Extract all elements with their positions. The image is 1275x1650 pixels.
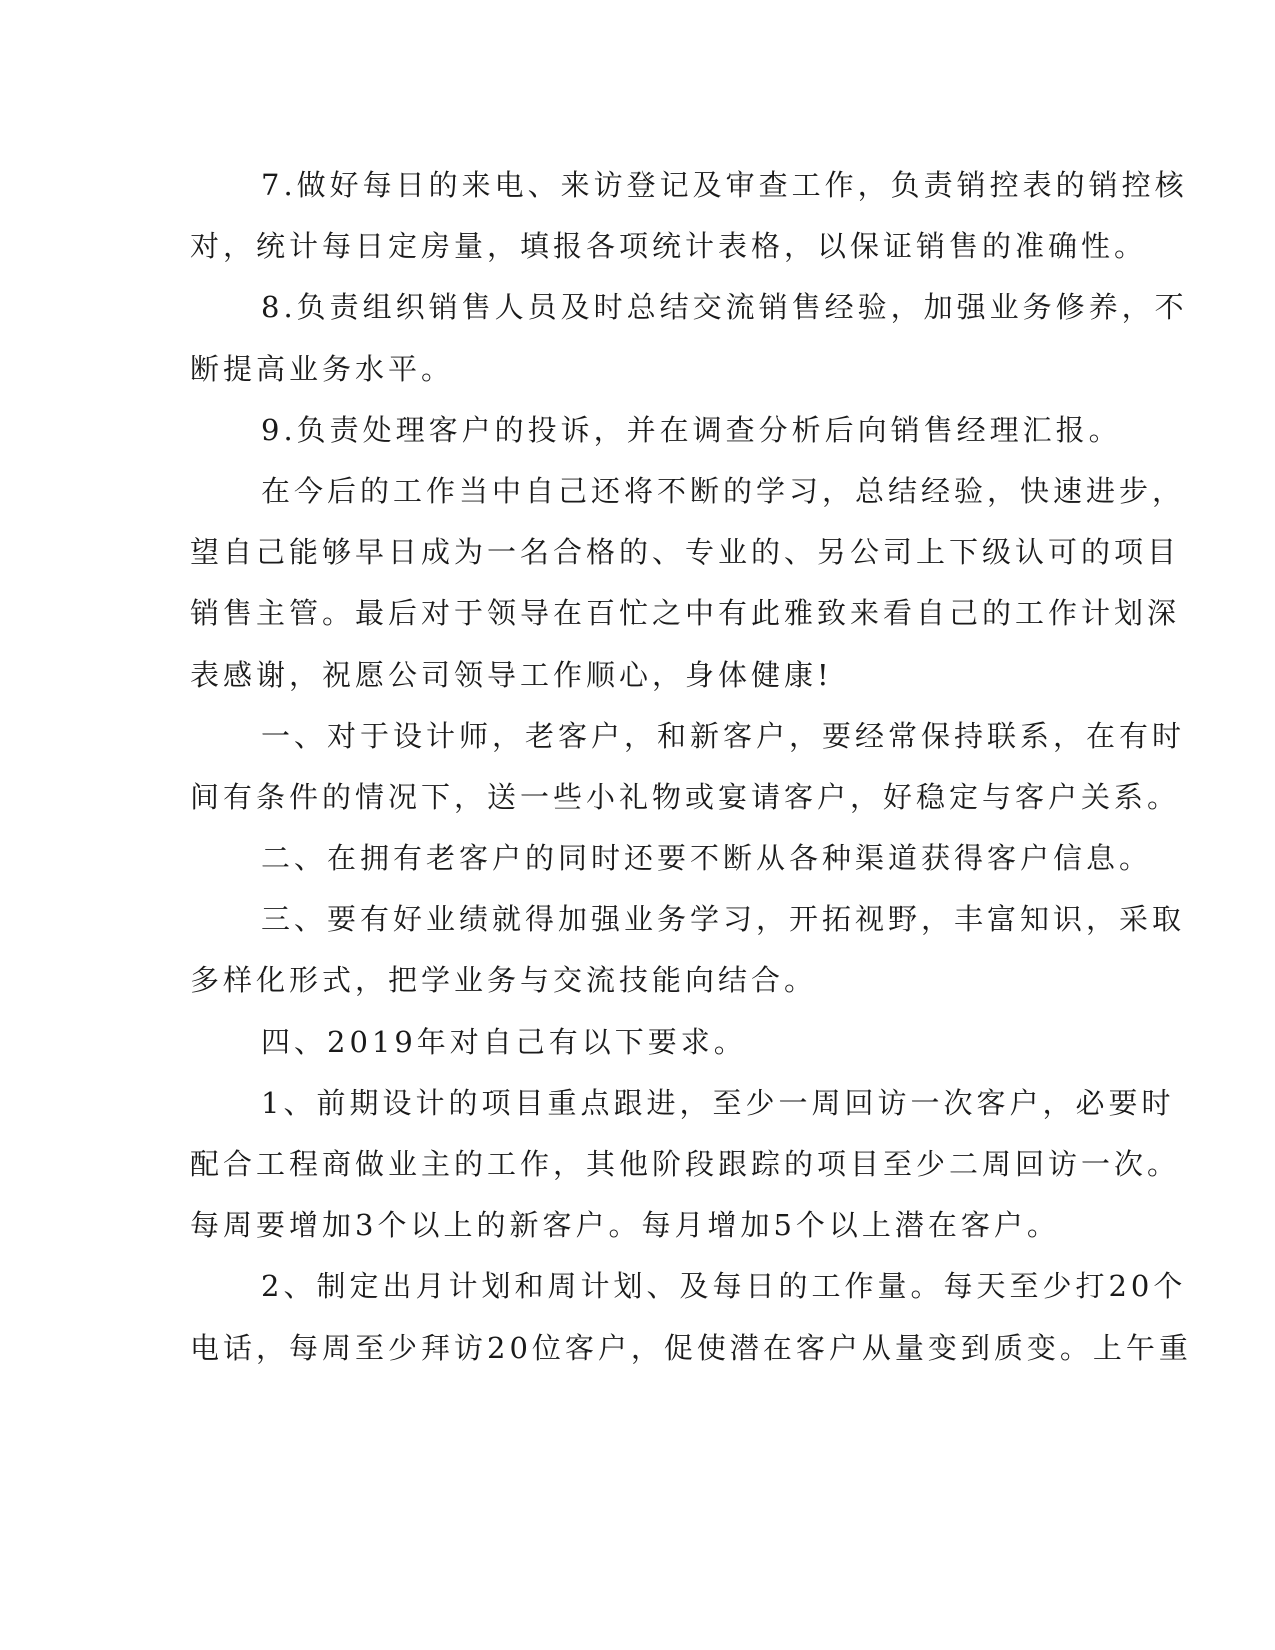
- text-line: 每周要增加3个以上的新客户。每月增加5个以上潜在客户。: [190, 1208, 1060, 1243]
- text-line: 三、要有好业绩就得加强业务学习，开拓视野，丰富知识，采取: [261, 902, 1186, 937]
- text-line: 7.做好每日的来电、来访登记及审查工作，负责销控表的销控核: [261, 168, 1188, 202]
- text-line: 二、在拥有老客户的同时还要不断从各种渠道获得客户信息。: [261, 841, 1153, 876]
- text-line: 2、制定出月计划和周计划、及每日的工作量。每天至少打20个: [261, 1269, 1187, 1304]
- text-line: 望自己能够早日成为一名合格的、专业的、另公司上下级认可的项目: [190, 535, 1181, 570]
- text-line: 9.负责处理客户的投诉，并在调查分析后向销售经理汇报。: [261, 412, 1122, 447]
- document-body: [190, 155, 1192, 1379]
- text-line: 对，统计每日定房量，填报各项统计表格，以保证销售的准确性。: [190, 229, 1148, 264]
- text-line: 在今后的工作当中自己还将不断的学习，总结经验，快速进步，: [261, 473, 1186, 508]
- text-line: 断提高业务水平。: [190, 351, 455, 386]
- text-line: 配合工程商做业主的工作，其他阶段跟踪的项目至少二周回访一次。: [190, 1147, 1181, 1181]
- text-line: 8.负责组织销售人员及时总结交流销售经验，加强业务修养，不: [261, 290, 1188, 325]
- text-line: 电话，每周至少拜访20位客户，促使潜在客户从量变到质变。上午重: [190, 1330, 1192, 1365]
- text-line: 四、2019年对自己有以下要求。: [261, 1024, 747, 1059]
- text-line: 表感谢，祝愿公司领导工作顺心，身体健康!: [190, 657, 833, 692]
- text-line: 间有条件的情况下，送一些小礼物或宴请客户，好稳定与客户关系。: [190, 779, 1181, 814]
- text-line: 销售主管。最后对于领导在百忙之中有此雅致来看自己的工作计划深: [190, 596, 1181, 631]
- text-line: 一、对于设计师，老客户，和新客户，要经常保持联系，在有时: [261, 718, 1186, 753]
- text-line: 多样化形式，把学业务与交流技能向结合。: [190, 963, 818, 998]
- text-line: 1、前期设计的项目重点跟进，至少一周回访一次客户，必要时: [261, 1085, 1175, 1120]
